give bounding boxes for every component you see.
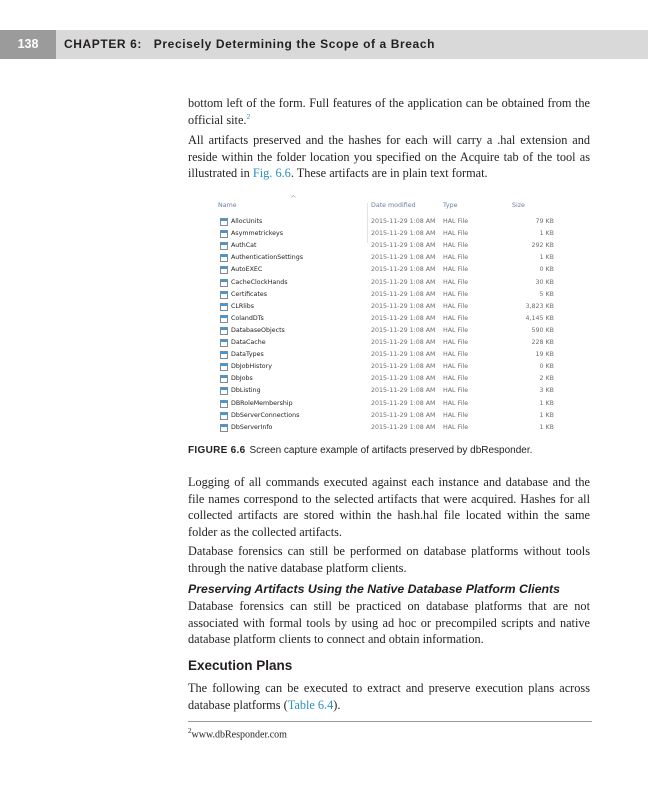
file-row[interactable]	[214, 252, 566, 264]
file-icon	[220, 266, 228, 274]
file-row[interactable]	[214, 398, 566, 410]
file-icon	[220, 291, 228, 299]
section-heading: Execution Plans	[188, 658, 293, 673]
file-type: HAL File	[443, 278, 469, 286]
file-size: 0 KB	[539, 363, 554, 371]
file-row[interactable]	[214, 289, 566, 301]
file-icon	[220, 254, 228, 262]
file-type: HAL File	[443, 363, 469, 371]
figure-label: FIGURE 6.6	[188, 445, 246, 456]
file-icon	[220, 230, 228, 238]
file-name: DbServerConnections	[231, 411, 300, 419]
file-icon	[220, 351, 228, 359]
file-row[interactable]	[214, 361, 566, 373]
file-row[interactable]	[214, 228, 566, 240]
file-row[interactable]	[214, 422, 566, 434]
file-type: HAL File	[443, 423, 469, 431]
file-name: DbListing	[231, 387, 261, 395]
paragraph-2-text-b: . These artifacts are in plain text format.	[290, 166, 488, 180]
file-size: 1 KB	[539, 399, 554, 407]
file-type: HAL File	[443, 339, 469, 346]
file-row[interactable]	[214, 313, 566, 325]
file-row[interactable]	[214, 410, 566, 422]
file-name: CacheClockHands	[231, 278, 288, 286]
paragraph-5: Database forensics can still be practiced on database platforms that are not associated with formal tools by using ad hoc or precompiled scripts and native database platform clients to connect and obtain information.	[188, 599, 590, 646]
chapter-title: CHAPTER 6: Precisely Determining the Scope of a Breach	[64, 37, 436, 51]
file-type: HAL File	[443, 326, 469, 334]
file-type: HAL File	[443, 302, 469, 310]
file-size: 1 KB	[539, 230, 554, 238]
column-divider	[367, 203, 368, 243]
paragraph-4: Database forensics can still be performed on database platforms without tools through the native database platform clients.	[188, 544, 590, 575]
file-size: 228 KB	[531, 339, 554, 346]
file-icon	[220, 279, 228, 287]
file-type: HAL File	[443, 351, 469, 359]
file-size: 30 KB	[535, 278, 554, 286]
file-date: 2015-11-29 1:08 AM	[371, 411, 436, 419]
paragraph-2	[188, 132, 590, 182]
file-date: 2015-11-29 1:08 AM	[371, 363, 436, 371]
file-name: DbJobHistory	[231, 363, 272, 371]
running-header	[0, 30, 648, 59]
file-type: HAL File	[443, 218, 469, 225]
paragraph-6	[188, 680, 590, 713]
file-size: 292 KB	[531, 242, 554, 250]
file-icon	[220, 387, 228, 395]
file-icon	[220, 327, 228, 335]
column-header-name[interactable]: Name	[218, 202, 237, 209]
subheading: Preserving Artifacts Using the Native Database Platform Clients	[188, 582, 560, 596]
file-date: 2015-11-29 1:08 AM	[371, 302, 436, 310]
file-icon	[220, 218, 228, 226]
file-size: 3 KB	[539, 387, 554, 395]
file-date: 2015-11-29 1:08 AM	[371, 218, 436, 225]
file-name: DatabaseObjects	[231, 326, 285, 334]
file-date: 2015-11-29 1:08 AM	[371, 230, 436, 238]
sort-ascending-icon: ^	[290, 194, 297, 203]
file-explorer-screenshot	[214, 192, 566, 438]
file-date: 2015-11-29 1:08 AM	[371, 266, 436, 274]
file-type: HAL File	[443, 411, 469, 419]
file-name: AuthenticationSettings	[231, 254, 304, 262]
file-row[interactable]	[214, 337, 566, 349]
file-date: 2015-11-29 1:08 AM	[371, 314, 436, 322]
file-size: 79 KB	[535, 218, 554, 225]
paragraph-1-text: bottom left of the form. Full features of the application can be obtained from the official site.	[188, 96, 590, 127]
file-icon	[220, 363, 228, 371]
file-icon	[220, 339, 228, 347]
file-date: 2015-11-29 1:08 AM	[371, 339, 436, 346]
file-type: HAL File	[443, 242, 469, 250]
file-date: 2015-11-29 1:08 AM	[371, 387, 436, 395]
file-row[interactable]	[214, 277, 566, 289]
file-name: AllocUnits	[231, 218, 263, 225]
file-row[interactable]	[214, 264, 566, 276]
file-size: 4,145 KB	[525, 314, 554, 322]
file-name: AuthCat	[231, 242, 257, 250]
file-name: CLRlibs	[231, 302, 255, 310]
file-type: HAL File	[443, 254, 469, 262]
file-type: HAL File	[443, 230, 469, 238]
paragraph-6-text-b: ).	[333, 697, 341, 712]
file-row[interactable]	[214, 216, 566, 228]
file-name: DBRoleMembership	[231, 399, 293, 407]
file-row[interactable]	[214, 349, 566, 361]
file-icon	[220, 242, 228, 250]
file-name: ColandDTs	[231, 314, 264, 322]
table-link[interactable]: Table 6.4	[287, 697, 334, 712]
file-date: 2015-11-29 1:08 AM	[371, 278, 436, 286]
footnote-ref[interactable]: 2	[246, 111, 251, 121]
footnote-rule	[188, 721, 592, 722]
file-row[interactable]	[214, 385, 566, 397]
paragraph-1	[188, 95, 590, 128]
file-icon	[220, 303, 228, 311]
figure-link[interactable]: Fig. 6.6	[252, 166, 291, 180]
file-date: 2015-11-29 1:08 AM	[371, 254, 436, 262]
file-name: Asymmetrickeys	[231, 230, 284, 238]
footnote	[188, 727, 287, 740]
file-size: 1 KB	[539, 423, 554, 431]
file-name: DbServerInfo	[231, 423, 273, 431]
column-header-size[interactable]: Size	[512, 202, 525, 209]
file-icon	[220, 400, 228, 408]
file-name: DataCache	[231, 339, 266, 346]
file-type: HAL File	[443, 266, 469, 274]
file-icon	[220, 375, 228, 383]
file-row[interactable]	[214, 373, 566, 385]
file-size: 19 KB	[535, 351, 554, 359]
file-icon	[220, 315, 228, 323]
figure-caption-text: Screen capture example of artifacts preserved by dbResponder.	[249, 445, 533, 456]
file-type: HAL File	[443, 399, 469, 407]
file-size: 3,823 KB	[525, 302, 554, 310]
file-date: 2015-11-29 1:08 AM	[371, 242, 436, 250]
page-number: 138	[0, 30, 56, 59]
file-size: 2 KB	[539, 375, 554, 383]
file-name: DbJobs	[231, 375, 253, 383]
file-type: HAL File	[443, 314, 469, 322]
footnote-text: www.dbResponder.com	[191, 729, 287, 741]
file-row[interactable]	[214, 301, 566, 313]
file-date: 2015-11-29 1:08 AM	[371, 351, 436, 359]
file-name: Certificates	[231, 290, 267, 298]
file-icon	[220, 412, 228, 420]
file-icon	[220, 424, 228, 432]
file-type: HAL File	[443, 290, 469, 298]
column-header-type[interactable]: Type	[443, 202, 458, 209]
paragraph-3: Logging of all commands executed against each instance and database and the file names correspond to the selected artifacts that were acquired. Hashes for all collected artifacts are stored within the hash.hal file located within the same folder as the collected artifacts.	[188, 475, 590, 539]
file-size: 1 KB	[539, 254, 554, 262]
file-name: AutoEXEC	[231, 266, 263, 274]
file-date: 2015-11-29 1:08 AM	[371, 326, 436, 334]
paragraph-2-text-a: All artifacts preserved and the hashes for each will carry a .hal extension and reside within the folder location you specified on the Acquire tab of the tool as illustrated in	[188, 133, 590, 180]
file-type: HAL File	[443, 375, 469, 383]
file-date: 2015-11-29 1:08 AM	[371, 399, 436, 407]
file-row[interactable]	[214, 240, 566, 252]
file-size: 590 KB	[531, 326, 554, 334]
file-type: HAL File	[443, 387, 469, 395]
footnote-marker: 2	[188, 727, 192, 735]
file-size: 0 KB	[539, 266, 554, 274]
file-date: 2015-11-29 1:08 AM	[371, 290, 436, 298]
paragraph-6-text-a: The following can be executed to extract and preserve execution plans across database platforms (	[188, 681, 590, 712]
file-date: 2015-11-29 1:08 AM	[371, 423, 436, 431]
file-size: 1 KB	[539, 411, 554, 419]
file-date: 2015-11-29 1:08 AM	[371, 375, 436, 383]
file-size: 5 KB	[539, 290, 554, 298]
column-header-date[interactable]: Date modified	[371, 202, 416, 209]
file-name: DataTypes	[231, 351, 264, 359]
figure-caption	[188, 445, 608, 456]
file-row[interactable]	[214, 325, 566, 337]
